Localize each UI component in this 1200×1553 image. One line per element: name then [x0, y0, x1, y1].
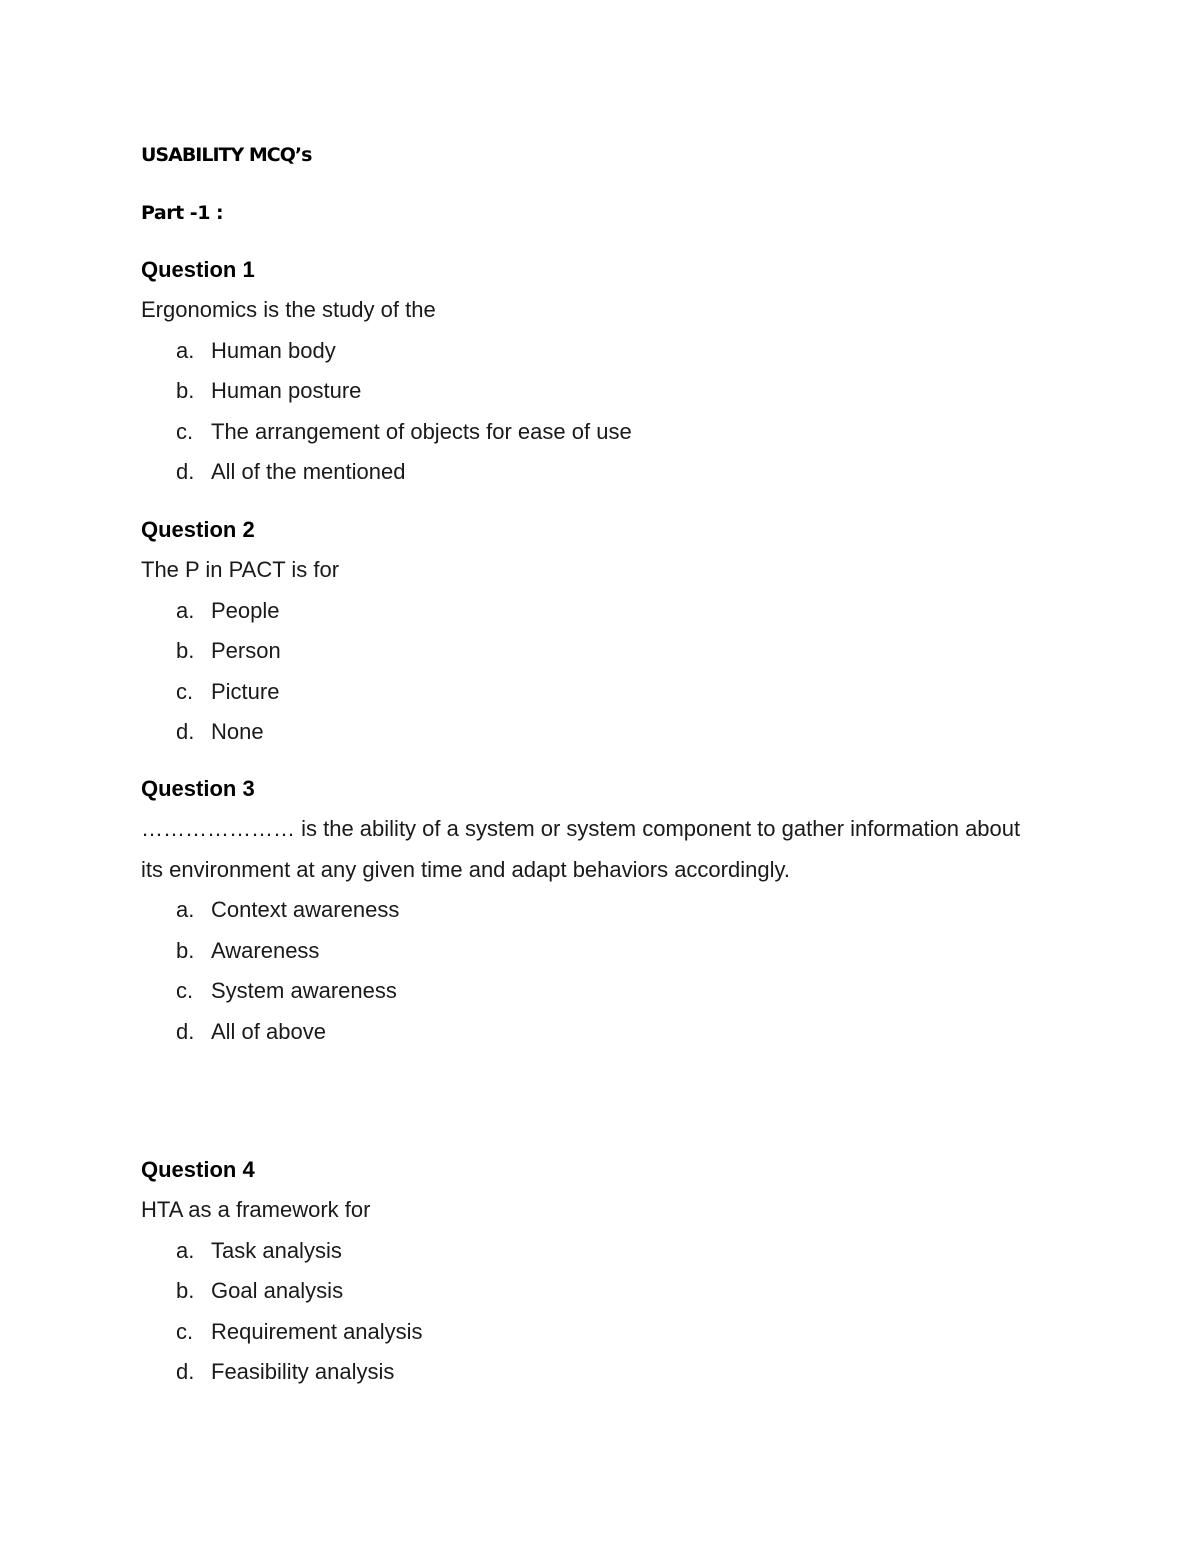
option-letter: d. — [176, 719, 195, 744]
option-c — [141, 672, 1041, 713]
option-b — [141, 631, 1041, 672]
options-list — [141, 1231, 1041, 1393]
option-text: Task analysis — [211, 1237, 342, 1263]
option-text: Human body — [211, 337, 336, 363]
option-text: Awareness — [211, 937, 320, 963]
options-list — [141, 591, 1041, 753]
option-a — [141, 591, 1041, 632]
option-text: Picture — [211, 678, 280, 704]
option-letter: b. — [176, 937, 195, 963]
option-letter: a. — [176, 597, 195, 623]
option-text: Context awareness — [211, 897, 400, 922]
question-3 — [141, 769, 1041, 1052]
option-text: The arrangement of objects for ease of use — [211, 418, 632, 444]
option-letter: c. — [176, 418, 194, 444]
option-text: Person — [211, 638, 281, 663]
option-letter: b. — [176, 378, 195, 403]
option-text: Human posture — [211, 378, 362, 403]
options-list — [141, 331, 1041, 493]
question-text: Ergonomics is the study of the — [141, 297, 436, 322]
option-text: Requirement analysis — [211, 1318, 423, 1344]
option-letter: b. — [176, 638, 195, 663]
option-letter: a. — [176, 337, 195, 363]
question-text: The P in PACT is for — [141, 557, 340, 582]
question-text: ………………… is the ability of a system or system component to gather information about its environment at any given time and adapt behaviors accordingly. — [141, 816, 1021, 882]
option-a — [141, 890, 1041, 931]
question-text: HTA as a framework for — [141, 1197, 371, 1222]
option-c — [141, 1312, 1041, 1353]
question-heading: Question 2 — [141, 517, 255, 542]
option-letter: a. — [176, 897, 195, 922]
option-d — [141, 1012, 1041, 1053]
option-c — [141, 971, 1041, 1012]
document-title: USABILITY MCQ’s — [141, 144, 312, 166]
option-d — [141, 452, 1041, 493]
option-letter: b. — [176, 1278, 195, 1303]
options-list — [141, 890, 1041, 1052]
option-text: None — [211, 719, 264, 744]
option-b — [141, 931, 1041, 972]
option-text: System awareness — [211, 978, 397, 1003]
option-text: Goal analysis — [211, 1278, 344, 1303]
option-a — [141, 1231, 1041, 1272]
option-letter: d. — [176, 459, 195, 484]
option-d — [141, 1352, 1041, 1393]
option-letter: c. — [176, 678, 194, 704]
option-letter: d. — [176, 1018, 195, 1044]
option-text: All of the mentioned — [211, 459, 406, 484]
option-letter: d. — [176, 1359, 195, 1384]
option-text: All of above — [211, 1018, 326, 1044]
question-4 — [141, 1150, 1041, 1393]
option-c — [141, 412, 1041, 453]
option-b — [141, 371, 1041, 412]
option-letter: c. — [176, 978, 194, 1003]
option-letter: c. — [176, 1318, 194, 1344]
question-heading: Question 4 — [141, 1157, 255, 1182]
option-text: Feasibility analysis — [211, 1359, 395, 1384]
option-b — [141, 1271, 1041, 1312]
option-letter: a. — [176, 1237, 195, 1263]
option-text: People — [211, 597, 280, 623]
option-a — [141, 331, 1041, 372]
question-2 — [141, 510, 1041, 753]
part-heading: Part -1 : — [141, 202, 224, 224]
option-d — [141, 712, 1041, 753]
question-1 — [141, 250, 1041, 493]
question-heading: Question 3 — [141, 776, 255, 801]
question-heading: Question 1 — [141, 257, 255, 282]
